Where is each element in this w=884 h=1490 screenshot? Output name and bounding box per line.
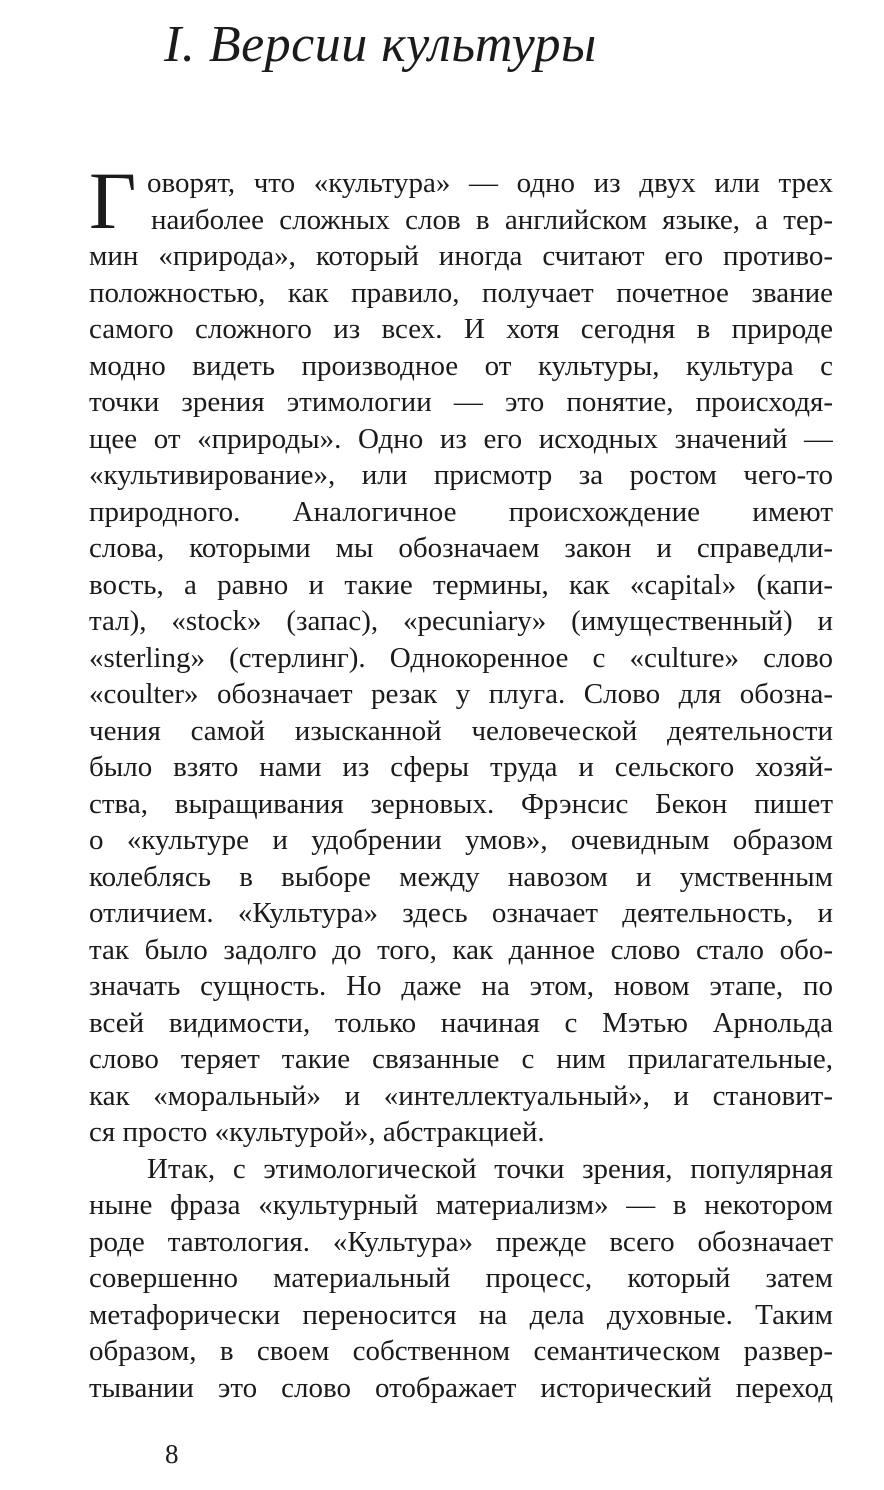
text-line: положностью, как правило, получает почетное звание [89, 276, 833, 309]
text-line: «sterling» (стерлинг). Однокоренное с «culture» слово [89, 641, 833, 674]
text-line: всей видимости, только начиная с Мэтью Арнольда [89, 1006, 833, 1039]
text-line: мин «природа», который иногда считают его противо- [89, 240, 833, 272]
text-line: Итак, с этимологической точки зрения, популярная [147, 1152, 833, 1185]
text-line: тывании это слово отображает исторический переход [89, 1371, 833, 1404]
page-number: 8 [165, 1439, 179, 1469]
text-line: так было задолго до того, как данное слово стало обо- [89, 933, 833, 966]
text-line: образом, в своем собственном семантическом развер- [89, 1335, 833, 1367]
text-line: слова, которыми мы обозначаем закон и справедли- [89, 532, 833, 564]
text-line: «coulter» обозначает резак у плуга. Слово для обозна- [89, 678, 833, 710]
text-line: метафорически переносится на дела духовные. Таким [89, 1298, 833, 1331]
text-line: о «культуре и удобрении умов», очевидным образом [89, 824, 833, 856]
text-line: совершенно материальный процесс, который затем [89, 1262, 833, 1294]
text-line: как «моральный» и «интеллектуальный», и становит- [89, 1079, 833, 1112]
text-line: точки зрения этимологии — это понятие, происходя- [89, 386, 833, 418]
text-line: ся просто «культурой», абстракцией. [89, 1116, 545, 1148]
text-line: вость, а равно и такие термины, как «capital» (капи- [89, 568, 833, 601]
text-line: «культивирование», или присмотр за ростом чего-то [89, 459, 833, 491]
text-line: значать сущность. Но даже на этом, новом этапе, по [89, 970, 833, 1002]
text-line: было взято нами из сферы труда и сельского хозяй- [89, 751, 833, 783]
text-line: роде тавтология. «Культура» прежде всего обозначает [89, 1225, 833, 1258]
text-line: ства, выращивания зерновых. Фрэнсис Бекон пишет [89, 787, 833, 820]
text-line: природного. Аналогичное происхождение имеют [89, 495, 833, 528]
paragraph-1 [89, 165, 833, 1151]
body-text [89, 165, 833, 1406]
text-line: колеблясь в выборе между навозом и умственным [89, 860, 833, 893]
text-line: ныне фраза «культурный материализм» — в некотором [89, 1189, 833, 1221]
text-line: щее от «природы». Одно из его исходных значений — [89, 422, 833, 455]
drop-cap: Г [89, 155, 137, 246]
text-line: отличием. «Культура» здесь означает деятельность, и [89, 897, 833, 929]
text-line: чения самой изысканной человеческой деятельности [89, 714, 833, 747]
text-line: наиболее сложных слов в английском языке, а тер- [151, 203, 833, 236]
chapter-title: I. Версии культуры [164, 16, 597, 73]
text-line: модно видеть производное от культуры, культура с [89, 349, 833, 382]
text-line: слово теряет такие связанные с ним прилагательные, [89, 1043, 833, 1075]
paragraph-2 [89, 1151, 833, 1407]
text-line: оворят, что «культура» — одно из двух или трех [147, 167, 833, 199]
text-line: самого сложного из всех. И хотя сегодня в природе [89, 313, 833, 345]
text-line: тал), «stock» (запас), «pecuniary» (имущественный) и [89, 605, 833, 637]
